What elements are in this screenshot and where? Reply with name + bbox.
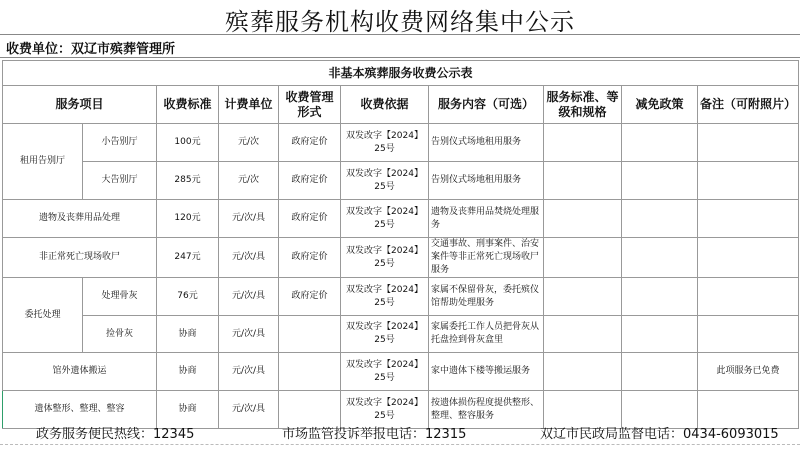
row-item: 馆外遗体搬运 — [3, 353, 157, 391]
row-content: 告别仪式场地租用服务 — [429, 124, 544, 162]
row-form: 政府定价 — [279, 200, 341, 238]
table-row — [3, 238, 799, 278]
row-price: 76元 — [157, 278, 219, 316]
row-basis: 双发改字【2024】25号 — [341, 278, 429, 316]
header-policy: 减免政策 — [622, 86, 698, 124]
table-row — [3, 353, 799, 391]
row-price: 285元 — [157, 162, 219, 200]
supervision-hotline: 双辽市民政局监督电话：0434-6093015 — [540, 427, 779, 442]
header-basis: 收费依据 — [341, 86, 429, 124]
bottom-divider — [0, 444, 800, 445]
title-divider — [0, 34, 800, 35]
row-content: 交通事故、刑事案件、治安案件等非正常死亡现场收尸服务 — [429, 238, 544, 278]
complaint-hotline: 市场监管投诉举报电话：12315 — [282, 427, 467, 442]
row-unit: 元/次/具 — [219, 316, 279, 353]
row-item: 非正常死亡现场收尸 — [3, 238, 157, 278]
row-price: 100元 — [157, 124, 219, 162]
fee-table — [2, 60, 799, 429]
row-unit: 元/次 — [219, 124, 279, 162]
row-standard — [544, 316, 622, 353]
row-unit: 元/次/具 — [219, 391, 279, 429]
table-row — [3, 124, 799, 162]
row-policy — [622, 238, 698, 278]
header-form: 收费管理形式 — [279, 86, 341, 124]
row-price: 协商 — [157, 353, 219, 391]
row-form: 政府定价 — [279, 124, 341, 162]
table-row — [3, 200, 799, 238]
header-price: 收费标准 — [157, 86, 219, 124]
row-form: 政府定价 — [279, 278, 341, 316]
row-content: 家属不保留骨灰，委托殡仪馆帮助处理服务 — [429, 278, 544, 316]
table-row — [3, 278, 799, 316]
row-standard — [544, 353, 622, 391]
row-standard — [544, 200, 622, 238]
header-content: 服务内容（可选） — [429, 86, 544, 124]
group-label: 委托处理 — [3, 278, 83, 353]
group-label: 租用告别厅 — [3, 124, 83, 200]
row-content: 告别仪式场地租用服务 — [429, 162, 544, 200]
table-row — [3, 316, 799, 353]
row-unit: 元/次/具 — [219, 278, 279, 316]
row-price: 协商 — [157, 316, 219, 353]
row-policy — [622, 278, 698, 316]
row-item: 大告别厅 — [83, 162, 157, 200]
row-standard — [544, 238, 622, 278]
row-policy — [622, 200, 698, 238]
row-form — [279, 353, 341, 391]
service-hotline: 政务服务便民热线：12345 — [36, 427, 195, 442]
row-note — [698, 278, 799, 316]
row-content: 遗物及丧葬用品焚烧处理服务 — [429, 200, 544, 238]
row-basis: 双发改字【2024】25号 — [341, 162, 429, 200]
row-content: 家属委托工作人员把骨灰从托盘捡到骨灰盒里 — [429, 316, 544, 353]
row-form: 政府定价 — [279, 238, 341, 278]
row-content: 家中遗体下楼等搬运服务 — [429, 353, 544, 391]
header-unit: 计费单位 — [219, 86, 279, 124]
row-standard — [544, 278, 622, 316]
row-form — [279, 316, 341, 353]
row-item: 遗物及丧葬用品处理 — [3, 200, 157, 238]
row-content: 按遗体损伤程度提供整形、整理、整容服务 — [429, 391, 544, 429]
row-unit: 元/次 — [219, 162, 279, 200]
row-item: 小告别厅 — [83, 124, 157, 162]
row-standard — [544, 124, 622, 162]
row-note — [698, 316, 799, 353]
row-item: 遗体整形、整理、整容 — [3, 391, 157, 429]
row-price: 120元 — [157, 200, 219, 238]
row-note — [698, 162, 799, 200]
row-basis: 双发改字【2024】25号 — [341, 316, 429, 353]
page-title: 殡葬服务机构收费网络集中公示 — [225, 8, 575, 36]
row-unit: 元/次/具 — [219, 238, 279, 278]
unit-divider — [0, 57, 800, 58]
row-basis: 双发改字【2024】25号 — [341, 238, 429, 278]
row-basis: 双发改字【2024】25号 — [341, 391, 429, 429]
row-note — [698, 238, 799, 278]
row-note — [698, 124, 799, 162]
row-basis: 双发改字【2024】25号 — [341, 200, 429, 238]
fee-unit-label: 收费单位：双辽市殡葬管理所 — [6, 42, 176, 57]
header-item: 服务项目 — [3, 86, 157, 124]
row-basis: 双发改字【2024】25号 — [341, 124, 429, 162]
row-policy — [622, 124, 698, 162]
row-basis: 双发改字【2024】25号 — [341, 353, 429, 391]
row-price: 247元 — [157, 238, 219, 278]
row-note: 此项服务已免费 — [698, 353, 799, 391]
row-unit: 元/次/具 — [219, 353, 279, 391]
row-form: 政府定价 — [279, 162, 341, 200]
table-row — [3, 162, 799, 200]
row-unit: 元/次/具 — [219, 200, 279, 238]
header-standard: 服务标准、等级和规格 — [544, 86, 622, 124]
row-note — [698, 200, 799, 238]
row-policy — [622, 316, 698, 353]
row-policy — [622, 353, 698, 391]
table-header-row — [3, 86, 799, 124]
table-caption: 非基本殡葬服务收费公示表 — [3, 61, 799, 86]
row-policy — [622, 162, 698, 200]
row-standard — [544, 162, 622, 200]
row-item: 捡骨灰 — [83, 316, 157, 353]
row-item: 处理骨灰 — [83, 278, 157, 316]
header-note: 备注（可附照片） — [698, 86, 799, 124]
row-price: 协商 — [157, 391, 219, 429]
